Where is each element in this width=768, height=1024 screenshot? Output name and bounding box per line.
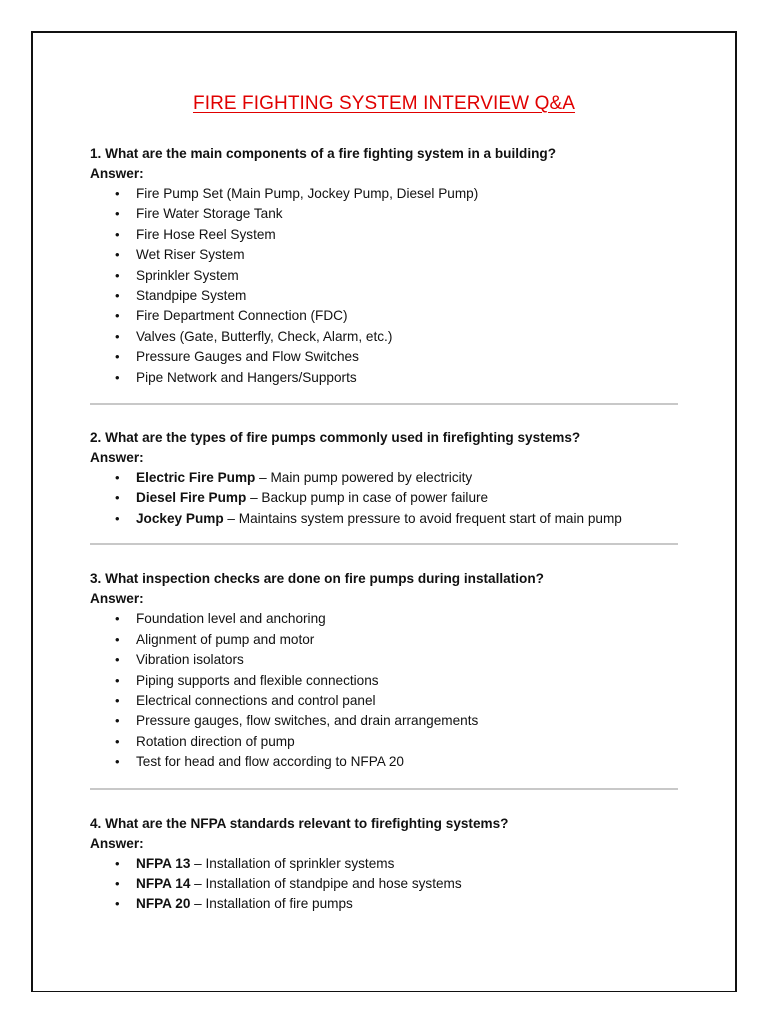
- bullet-icon: •: [115, 206, 120, 222]
- list-item: • Valves (Gate, Butterfly, Check, Alarm, etc.): [90, 327, 690, 347]
- answer-list-3: [90, 609, 690, 772]
- list-item: • Test for head and flow according to NFPA 20: [90, 752, 690, 772]
- question-3: 3. What inspection checks are done on fire pumps during installation?: [90, 571, 544, 587]
- document-title: FIRE FIGHTING SYSTEM INTERVIEW Q&A: [192, 93, 576, 114]
- bullet-icon: •: [115, 349, 120, 365]
- section-divider: [90, 403, 678, 405]
- list-item: • Pressure Gauges and Flow Switches: [90, 347, 690, 367]
- list-item: • Pipe Network and Hangers/Supports: [90, 368, 690, 388]
- bullet-icon: •: [115, 754, 120, 770]
- answer-label-1: Answer:: [90, 166, 144, 181]
- bullet-icon: •: [115, 308, 120, 324]
- list-item: • Sprinkler System: [90, 266, 690, 286]
- bullet-icon: •: [115, 855, 120, 871]
- list-item: • Diesel Fire Pump – Backup pump in case of power failure: [90, 488, 690, 508]
- bullet-icon: •: [115, 611, 120, 627]
- bullet-icon: •: [115, 631, 120, 647]
- answer-list-4: [90, 854, 690, 915]
- bullet-icon: •: [115, 247, 120, 263]
- qa-section-3: [90, 569, 690, 772]
- qa-content: [90, 144, 690, 915]
- list-item: • Wet Riser System: [90, 245, 690, 265]
- list-item: • Jockey Pump – Maintains system pressure to avoid frequent start of main pump: [90, 509, 690, 529]
- list-item: • Pressure gauges, flow switches, and drain arrangements: [90, 711, 690, 731]
- bullet-icon: •: [115, 328, 120, 344]
- bullet-icon: •: [115, 896, 120, 912]
- bullet-icon: •: [115, 288, 120, 304]
- list-item: • Foundation level and anchoring: [90, 609, 690, 629]
- list-item: • Electric Fire Pump – Main pump powered by electricity: [90, 468, 690, 488]
- list-item: • NFPA 13 – Installation of sprinkler systems: [90, 854, 690, 874]
- list-item: • Fire Pump Set (Main Pump, Jockey Pump, Diesel Pump): [90, 184, 690, 204]
- bullet-icon: •: [115, 186, 120, 201]
- answer-label-4: Answer:: [90, 835, 144, 851]
- bullet-icon: •: [115, 490, 120, 506]
- question-2: 2. What are the types of fire pumps commonly used in firefighting systems?: [90, 430, 581, 446]
- bullet-icon: •: [115, 369, 120, 385]
- qa-section-1: [90, 144, 690, 388]
- bullet-icon: •: [115, 510, 120, 526]
- bullet-icon: •: [115, 267, 120, 283]
- section-divider: [90, 788, 678, 790]
- qa-section-4: [90, 814, 690, 915]
- bullet-icon: •: [115, 652, 120, 668]
- list-item: • Vibration isolators: [90, 650, 690, 670]
- list-item: • Standpipe System: [90, 286, 690, 306]
- list-item: • Fire Department Connection (FDC): [90, 306, 690, 326]
- list-item: • Fire Hose Reel System: [90, 225, 690, 245]
- bullet-icon: •: [115, 470, 120, 486]
- bullet-icon: •: [115, 875, 120, 891]
- list-item: • NFPA 20 – Installation of fire pumps: [90, 894, 690, 914]
- list-item: • Alignment of pump and motor: [90, 630, 690, 650]
- list-item: • Electrical connections and control panel: [90, 691, 690, 711]
- qa-section-2: [90, 428, 690, 529]
- section-divider: [90, 543, 678, 545]
- question-4: 4. What are the NFPA standards relevant to firefighting systems?: [90, 815, 509, 831]
- answer-list-2: [90, 468, 690, 529]
- bullet-icon: •: [115, 692, 120, 708]
- list-item: • Rotation direction of pump: [90, 732, 690, 752]
- bullet-icon: •: [115, 733, 120, 749]
- list-item: • Piping supports and flexible connections: [90, 671, 690, 691]
- list-item: • NFPA 14 – Installation of standpipe and hose systems: [90, 874, 690, 894]
- bullet-icon: •: [115, 672, 120, 688]
- answer-label-2: Answer:: [90, 450, 144, 466]
- bullet-icon: •: [115, 226, 120, 242]
- answer-list-1: [90, 184, 690, 388]
- list-item: • Fire Water Storage Tank: [90, 204, 690, 224]
- bullet-icon: •: [115, 713, 120, 729]
- question-1: 1. What are the main components of a fire fighting system in a building?: [90, 146, 557, 161]
- answer-label-3: Answer:: [90, 591, 144, 607]
